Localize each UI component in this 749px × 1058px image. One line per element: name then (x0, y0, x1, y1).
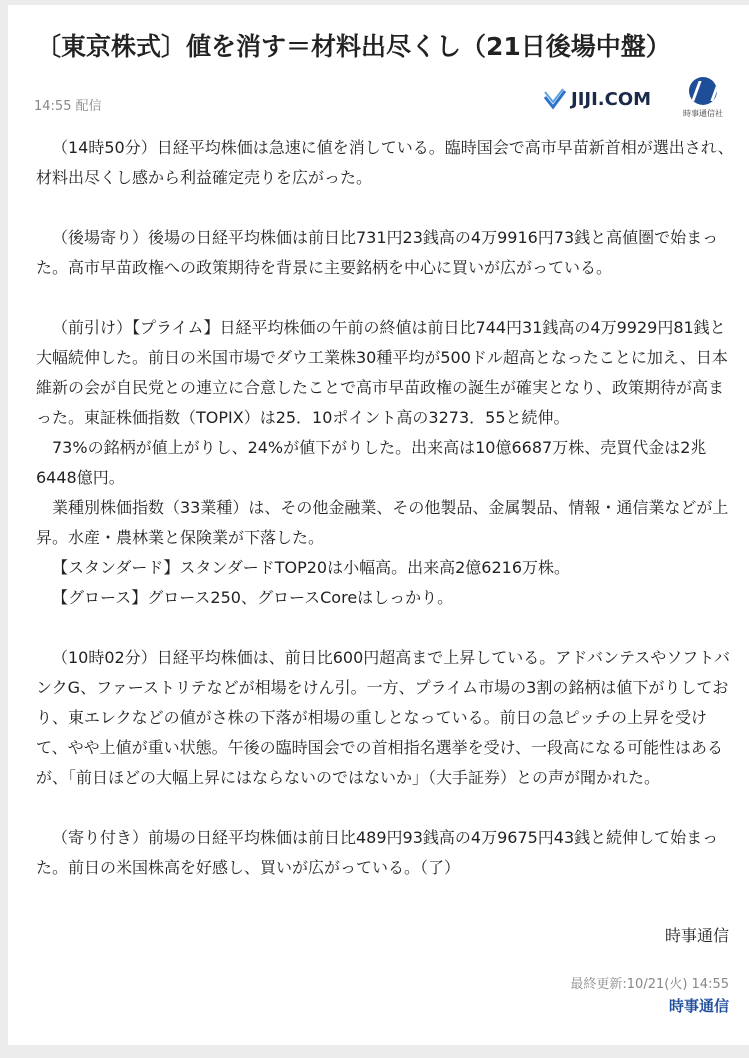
paragraph-gap (36, 613, 734, 643)
jiji-press-name: 時事通信社 (683, 109, 723, 118)
article-paragraph: 【グロース】グロース250、グロースCoreはしっかり。 (52, 588, 454, 607)
paragraph-gap (36, 193, 734, 223)
brand-link[interactable]: 時事通信 (668, 997, 729, 1015)
article-paragraph: （寄り付き）前場の日経平均株価は前日比489円93銭高の4万9675円43銭と続伸して始まった。前日の米国株高を好感し、買いが広がっている。（了） (36, 828, 719, 877)
article-paragraph: 73%の銘柄が値上がりし、24%が値下がりした。出来高は10億6687万株、売買代金は2兆6448億円。 (36, 438, 707, 487)
article-source: 時事通信 (664, 926, 729, 945)
paragraph-gap (36, 793, 734, 823)
article-paragraph: （後場寄り）後場の日経平均株価は前日比731円23銭高の4万9916円73銭と高値圏で始まった。高市早苗政権への政策期待を背景に主要銘柄を中心に買いが広がっている。 (36, 228, 719, 277)
article-paragraph: （前引け）【プライム】日経平均株価の午前の終値は前日比744円31銭高の4万9929円81銭と大幅続伸した。前日の米国市場でダウ工業株30種平均が500ドル超高となったことに加え、日本維新の会が自民党との連立に合意したことで高市早苗政権の誕生が確実となり、政策期待が高まった。東証株価指数（TOPIX）は25．10ポイント高の3273．55と続伸。 (36, 318, 728, 427)
article-title: 〔東京株式〕値を消す＝材料出尽くし（21日後場中盤） (36, 32, 671, 61)
article-card (8, 5, 749, 1045)
jiji-com-text: JIJI.COM (571, 88, 652, 110)
paragraph-gap (36, 283, 734, 313)
article-body (36, 133, 734, 883)
publish-time: 14:55 配信 (34, 99, 102, 114)
last-updated: 最終更新:10/21(火) 14:55 (570, 977, 729, 992)
article-paragraph: 【スタンダード】スタンダードTOP20は小幅高。出来高2億6216万株。 (52, 558, 570, 577)
jiji-logo[interactable] (543, 77, 743, 125)
article-paragraph: 業種別株価指数（33業種）は、その他金融業、その他製品、金属製品、情報・通信業などが上昇。水産・農林業と保険業が下落した。 (36, 498, 729, 547)
jiji-press-mark-icon (689, 77, 717, 105)
jiji-mark-icon (543, 87, 567, 111)
article-paragraph: （10時02分）日経平均株価は、前日比600円超高まで上昇している。アドバンテスやソフトバンクG、ファーストリテなどが相場をけん引。一方、プライム市場の3割の銘柄は値下がりしており、東エレクなどの値がさ株の下落が相場の重しとなっている。前日の急ピッチの上昇を受けて、やや上値が重い状態。午後の臨時国会での首相指名選挙を受け、一段高になる可能性はあるが、「前日ほどの大幅上昇にはならないのではないか」（大手証券）との声が聞かれた。 (36, 648, 730, 787)
article-paragraph: （14時50分）日経平均株価は急速に値を消している。臨時国会で高市早苗新首相が選出され、材料出尽くし感から利益確定売りを広がった。 (36, 138, 734, 187)
jiji-press-logo (683, 77, 723, 119)
jiji-com-logo[interactable] (543, 87, 651, 111)
